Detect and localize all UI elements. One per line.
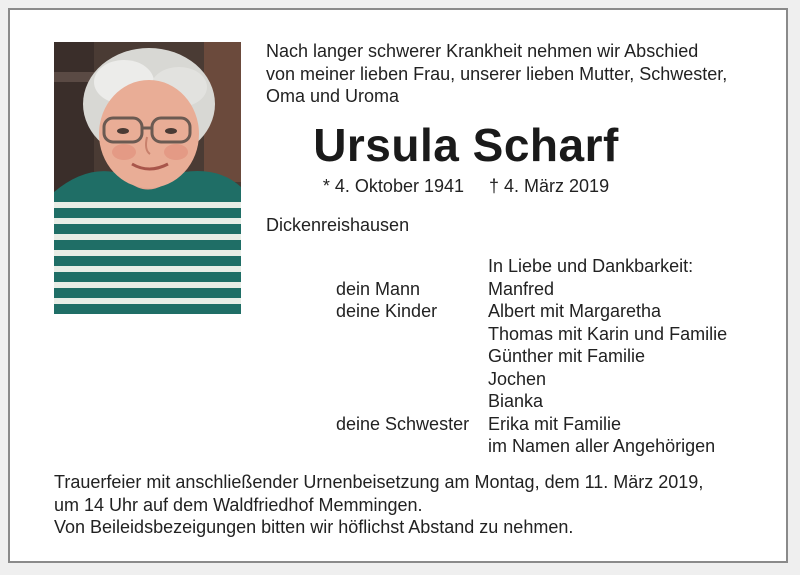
mourner-name: Erika mit Familie <box>488 413 622 434</box>
mourners-heading-row <box>336 255 727 278</box>
mourner-name: Albert mit Margaretha <box>488 301 662 321</box>
list-item <box>336 323 727 346</box>
relation-label: deine Schwester <box>336 413 470 434</box>
mourner-name: Manfred <box>488 278 555 299</box>
relation-label <box>336 345 488 368</box>
mourner-name: im Namen aller Angehörigen <box>488 436 716 456</box>
list-item <box>336 368 727 391</box>
life-dates <box>266 176 666 197</box>
relation-label <box>336 435 488 458</box>
mourner-name: Thomas mit Karin und Familie <box>488 323 728 344</box>
obituary-notice <box>8 8 788 563</box>
intro-line: von meiner lieben Frau, unserer lieben Mutter, Schwester, <box>266 63 728 84</box>
list-item <box>336 390 727 413</box>
relation-label <box>336 368 488 391</box>
funeral-info-line: um 14 Uhr auf dem Waldfriedhof Memmingen. <box>54 494 423 515</box>
list-item <box>336 300 727 323</box>
list-item <box>336 345 727 368</box>
intro-line: Oma und Uroma <box>266 86 400 106</box>
mourner-name: Bianka <box>488 391 544 411</box>
relation-label: deine Kinder <box>336 301 438 321</box>
mourner-name: Günther mit Familie <box>488 346 646 366</box>
death-date: † 4. März 2019 <box>489 176 610 196</box>
intro-text <box>266 40 776 108</box>
funeral-info <box>54 471 774 539</box>
portrait-photo <box>54 42 241 314</box>
list-item <box>336 435 727 458</box>
funeral-info-line: Trauerfeier mit anschließender Urnenbeisetzung am Montag, dem 11. März 2019, <box>54 472 704 492</box>
relation-label <box>336 323 488 346</box>
mourners-heading: In Liebe und Dankbarkeit: <box>488 256 694 276</box>
mourner-name: Jochen <box>488 368 547 389</box>
birth-date: * 4. Oktober 1941 <box>322 176 464 196</box>
list-item <box>336 278 727 301</box>
deceased-name: Ursula Scharf <box>313 119 619 171</box>
intro-line: Nach langer schwerer Krankheit nehmen wir Abschied <box>266 41 699 61</box>
place-name: Dickenreishausen <box>266 215 410 235</box>
relation-label <box>336 390 488 413</box>
funeral-info-line: Von Beileidsbezeigungen bitten wir höflichst Abstand zu nehmen. <box>54 517 574 537</box>
list-item <box>336 413 727 436</box>
mourners-list <box>336 255 727 458</box>
relation-label: dein Mann <box>336 278 421 299</box>
